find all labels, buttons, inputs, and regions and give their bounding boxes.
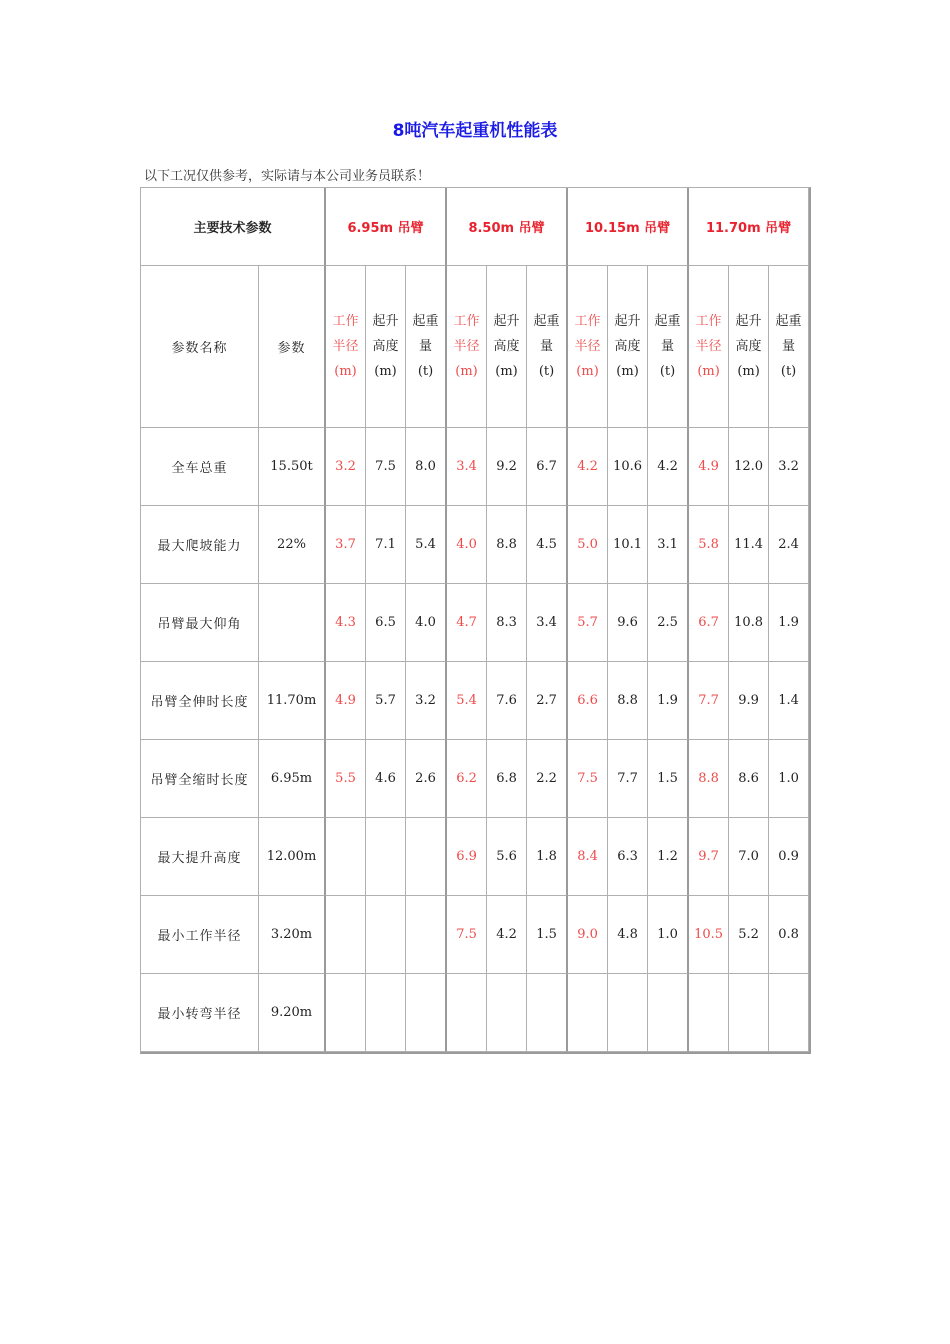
load-cell: 2.6	[406, 740, 447, 818]
radius-cell: 7.5	[447, 896, 487, 974]
load-cell: 1.5	[527, 896, 568, 974]
height-cell: 9.6	[608, 584, 648, 662]
table-row	[141, 506, 809, 584]
sub-header-line: (m)	[334, 364, 357, 379]
height-cell: 8.8	[608, 662, 648, 740]
param-value-cell	[259, 584, 326, 662]
radius-cell	[326, 818, 366, 896]
sub-header-line: 工作	[574, 314, 601, 329]
height-cell	[729, 974, 769, 1052]
load-cell: 3.2	[406, 662, 447, 740]
sub-header-line: 半径	[453, 339, 480, 354]
boom-header-8-50: 8.50m 吊臂	[447, 188, 568, 266]
radius-cell: 8.8	[689, 740, 729, 818]
sub-header-height	[729, 266, 769, 428]
reference-note: 以下工况仅供参考，实际请与本公司业务员联系！	[144, 169, 431, 184]
sub-header-line: (t)	[780, 364, 797, 379]
height-cell: 12.0	[729, 428, 769, 506]
radius-cell: 9.7	[689, 818, 729, 896]
sub-header-line: 量	[419, 339, 433, 354]
load-cell	[406, 818, 447, 896]
height-cell: 7.1	[366, 506, 406, 584]
param-name-cell: 吊臂全缩时长度	[141, 740, 259, 818]
sub-header-height	[608, 266, 648, 428]
param-name-header: 参数名称	[141, 266, 259, 428]
radius-cell: 6.2	[447, 740, 487, 818]
param-name-cell: 最小工作半径	[141, 896, 259, 974]
sub-header-line: (m)	[697, 364, 720, 379]
sub-header-load	[527, 266, 568, 428]
height-cell: 10.1	[608, 506, 648, 584]
param-value-header: 参数	[259, 266, 326, 428]
load-cell: 1.0	[769, 740, 809, 818]
param-name-cell: 最大提升高度	[141, 818, 259, 896]
load-cell: 4.0	[406, 584, 447, 662]
height-cell: 10.6	[608, 428, 648, 506]
sub-header-line: 量	[540, 339, 554, 354]
sub-header-line: (m)	[374, 364, 397, 379]
height-cell: 7.7	[608, 740, 648, 818]
sub-header-load	[406, 266, 447, 428]
height-cell: 9.9	[729, 662, 769, 740]
sub-header-line: 起重	[775, 314, 802, 329]
load-cell: 2.2	[527, 740, 568, 818]
radius-cell	[326, 896, 366, 974]
height-cell: 9.2	[487, 428, 527, 506]
radius-cell	[568, 974, 608, 1052]
load-cell	[527, 974, 568, 1052]
height-cell: 10.8	[729, 584, 769, 662]
sub-header-line: (m)	[495, 364, 518, 379]
table-row	[141, 740, 809, 818]
sub-header-line: 高度	[614, 339, 641, 354]
radius-cell: 4.0	[447, 506, 487, 584]
height-cell: 5.6	[487, 818, 527, 896]
radius-cell: 8.4	[568, 818, 608, 896]
height-cell: 11.4	[729, 506, 769, 584]
sub-header-line: 量	[661, 339, 675, 354]
sub-header-radius	[689, 266, 729, 428]
param-value-cell: 15.50t	[259, 428, 326, 506]
load-cell	[769, 974, 809, 1052]
load-cell: 4.2	[648, 428, 689, 506]
param-name-cell: 全车总重	[141, 428, 259, 506]
table-row	[141, 428, 809, 506]
radius-cell: 4.9	[689, 428, 729, 506]
height-cell: 7.0	[729, 818, 769, 896]
height-cell	[487, 974, 527, 1052]
height-cell: 5.2	[729, 896, 769, 974]
radius-cell: 7.5	[568, 740, 608, 818]
load-cell	[406, 896, 447, 974]
radius-cell	[689, 974, 729, 1052]
height-cell: 8.8	[487, 506, 527, 584]
radius-cell: 4.7	[447, 584, 487, 662]
page-title: 8吨汽车起重机性能表	[392, 121, 558, 141]
height-cell: 8.6	[729, 740, 769, 818]
radius-cell: 6.9	[447, 818, 487, 896]
load-cell: 2.5	[648, 584, 689, 662]
sub-header-line: 起升	[372, 314, 399, 329]
sub-header-line: 量	[782, 339, 796, 354]
load-cell: 1.9	[769, 584, 809, 662]
table-row	[141, 662, 809, 740]
param-name-cell: 吊臂最大仰角	[141, 584, 259, 662]
load-cell: 5.4	[406, 506, 447, 584]
sub-header-height	[487, 266, 527, 428]
sub-header-line: 起重	[654, 314, 681, 329]
height-cell	[366, 818, 406, 896]
load-cell: 3.4	[527, 584, 568, 662]
radius-cell: 3.2	[326, 428, 366, 506]
sub-header-line: (m)	[737, 364, 760, 379]
table-row	[141, 974, 809, 1052]
load-cell: 6.7	[527, 428, 568, 506]
sub-header-radius	[568, 266, 608, 428]
radius-cell: 9.0	[568, 896, 608, 974]
sub-header-line: 工作	[695, 314, 722, 329]
load-cell: 0.8	[769, 896, 809, 974]
sub-header-line: 高度	[372, 339, 399, 354]
radius-cell: 5.4	[447, 662, 487, 740]
radius-cell: 5.8	[689, 506, 729, 584]
sub-header-line: (m)	[576, 364, 599, 379]
load-cell: 1.8	[527, 818, 568, 896]
load-cell: 3.1	[648, 506, 689, 584]
param-value-cell: 9.20m	[259, 974, 326, 1052]
load-cell: 0.9	[769, 818, 809, 896]
radius-cell: 4.3	[326, 584, 366, 662]
sub-header-line: 工作	[332, 314, 359, 329]
load-cell: 1.4	[769, 662, 809, 740]
sub-header-line: 半径	[332, 339, 359, 354]
crane-performance-table	[140, 187, 811, 1054]
sub-header-line: 半径	[695, 339, 722, 354]
main-params-header: 主要技术参数	[141, 188, 326, 266]
height-cell: 6.5	[366, 584, 406, 662]
load-cell: 8.0	[406, 428, 447, 506]
sub-header-line: 高度	[493, 339, 520, 354]
radius-cell: 6.7	[689, 584, 729, 662]
sub-header-line: (m)	[455, 364, 478, 379]
radius-cell: 5.0	[568, 506, 608, 584]
boom-header-11-70: 11.70m 吊臂	[689, 188, 809, 266]
boom-header-6-95: 6.95m 吊臂	[326, 188, 447, 266]
height-cell: 7.5	[366, 428, 406, 506]
boom-header-10-15: 10.15m 吊臂	[568, 188, 689, 266]
height-cell: 6.8	[487, 740, 527, 818]
sub-header-load	[648, 266, 689, 428]
load-cell: 1.5	[648, 740, 689, 818]
sub-header-line: 起升	[735, 314, 762, 329]
sub-header-line: 半径	[574, 339, 601, 354]
radius-cell: 5.7	[568, 584, 608, 662]
header-row-booms	[141, 188, 809, 266]
radius-cell: 4.9	[326, 662, 366, 740]
radius-cell	[447, 974, 487, 1052]
param-name-cell: 最大爬坡能力	[141, 506, 259, 584]
height-cell: 6.3	[608, 818, 648, 896]
sub-header-line: (m)	[616, 364, 639, 379]
load-cell: 1.0	[648, 896, 689, 974]
radius-cell: 6.6	[568, 662, 608, 740]
header-row-sub	[141, 266, 809, 428]
height-cell: 5.7	[366, 662, 406, 740]
radius-cell: 7.7	[689, 662, 729, 740]
height-cell	[608, 974, 648, 1052]
height-cell: 4.2	[487, 896, 527, 974]
radius-cell: 3.7	[326, 506, 366, 584]
height-cell	[366, 974, 406, 1052]
sub-header-line: 工作	[453, 314, 480, 329]
sub-header-line: 起重	[533, 314, 560, 329]
radius-cell: 3.4	[447, 428, 487, 506]
sub-header-line: 高度	[735, 339, 762, 354]
load-cell	[648, 974, 689, 1052]
param-value-cell: 6.95m	[259, 740, 326, 818]
load-cell: 4.5	[527, 506, 568, 584]
table-row	[141, 818, 809, 896]
radius-cell: 10.5	[689, 896, 729, 974]
param-value-cell: 3.20m	[259, 896, 326, 974]
param-value-cell: 12.00m	[259, 818, 326, 896]
sub-header-line: (t)	[538, 364, 555, 379]
radius-cell: 5.5	[326, 740, 366, 818]
sub-header-line: (t)	[659, 364, 676, 379]
load-cell: 3.2	[769, 428, 809, 506]
param-name-cell: 吊臂全伸时长度	[141, 662, 259, 740]
table-row	[141, 896, 809, 974]
height-cell: 8.3	[487, 584, 527, 662]
sub-header-line: 起升	[614, 314, 641, 329]
height-cell	[366, 896, 406, 974]
sub-header-radius	[447, 266, 487, 428]
param-name-cell: 最小转弯半径	[141, 974, 259, 1052]
height-cell: 4.8	[608, 896, 648, 974]
load-cell: 2.4	[769, 506, 809, 584]
sub-header-line: 起重	[412, 314, 439, 329]
sub-header-radius	[326, 266, 366, 428]
sub-header-line: 起升	[493, 314, 520, 329]
load-cell: 1.2	[648, 818, 689, 896]
sub-header-height	[366, 266, 406, 428]
load-cell	[406, 974, 447, 1052]
sub-header-line: (t)	[417, 364, 434, 379]
load-cell: 2.7	[527, 662, 568, 740]
param-value-cell: 11.70m	[259, 662, 326, 740]
sub-header-load	[769, 266, 809, 428]
radius-cell	[326, 974, 366, 1052]
load-cell: 1.9	[648, 662, 689, 740]
table-row	[141, 584, 809, 662]
height-cell: 4.6	[366, 740, 406, 818]
param-value-cell: 22%	[259, 506, 326, 584]
height-cell: 7.6	[487, 662, 527, 740]
radius-cell: 4.2	[568, 428, 608, 506]
